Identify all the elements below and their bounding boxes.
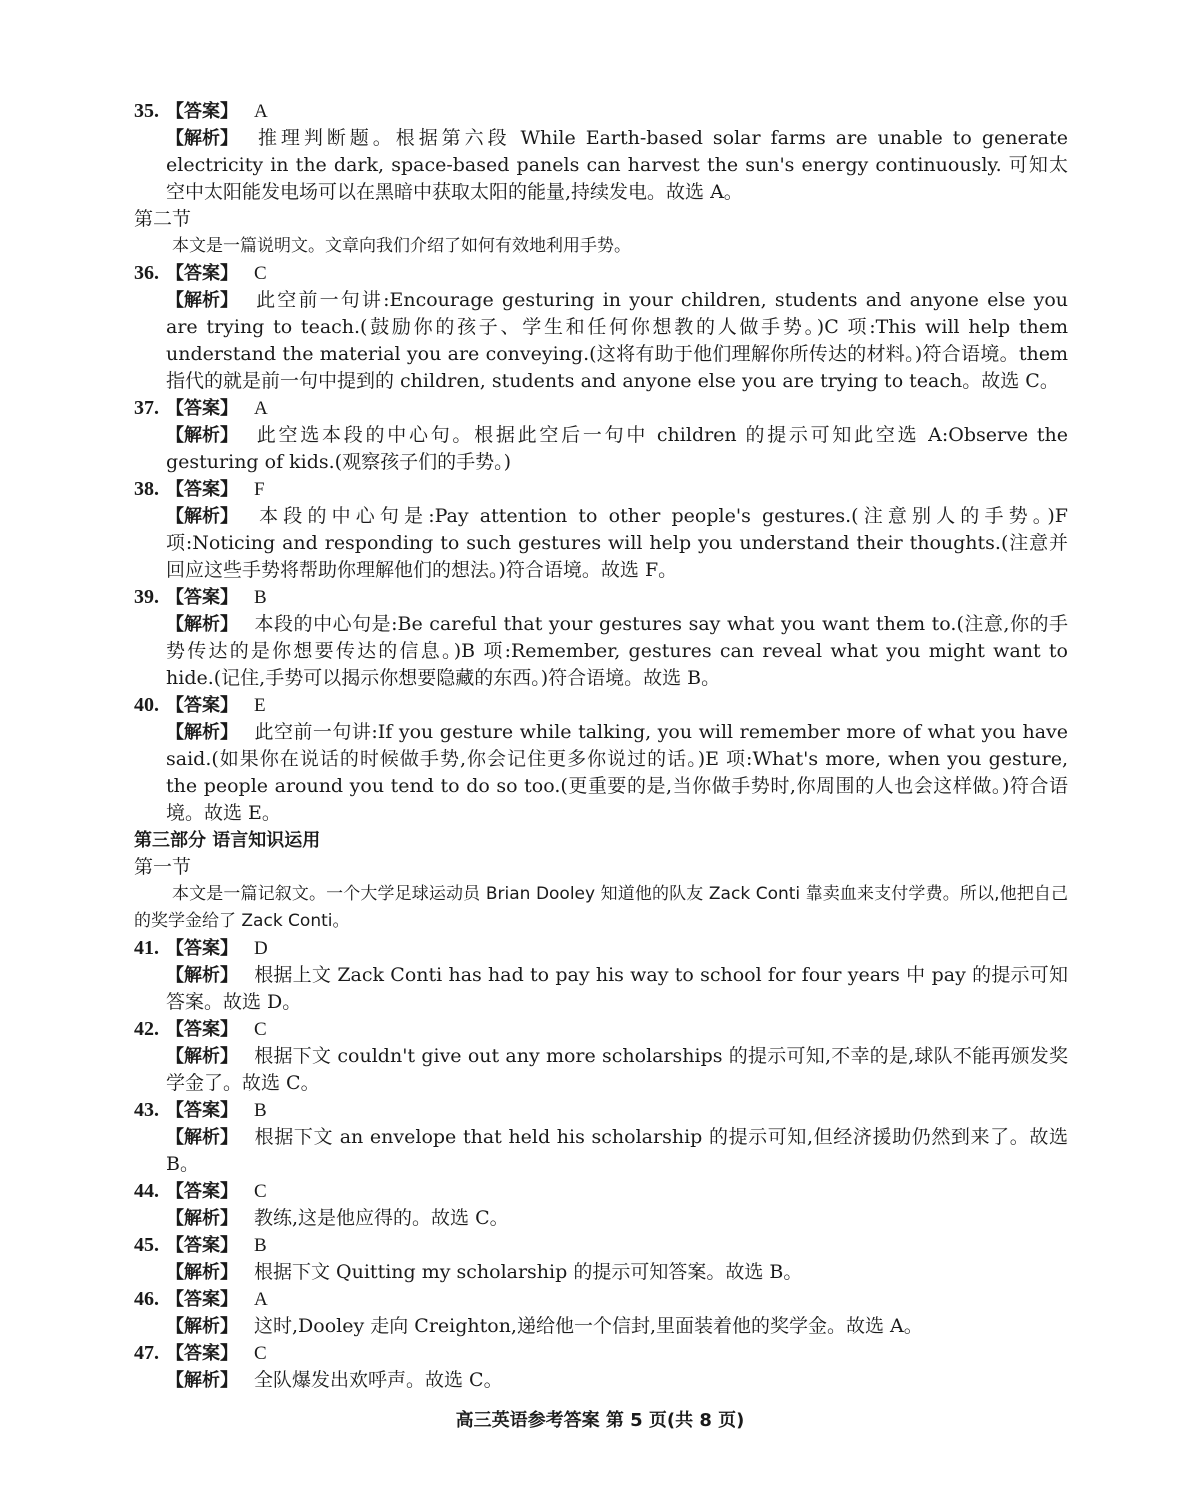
explanation-tag: 【解析】	[166, 965, 238, 986]
answer-item	[134, 1232, 1068, 1286]
answer-line	[134, 935, 1068, 962]
question-number: 47.	[134, 1342, 159, 1364]
answer-tag: 【答案】	[166, 479, 238, 500]
answer-page	[134, 98, 1068, 1394]
section-intro: 本文是一篇记叙文。一个大学足球运动员 Brian Dooley 知道他的队友 Zack Conti 靠卖血来支付学费。所以,他把自己的奖学金给了 Zack Conti。	[134, 884, 1068, 931]
answer-value: F	[254, 479, 265, 500]
section-heading: 第一节	[134, 856, 192, 878]
question-number: 44.	[134, 1180, 159, 1202]
explanation-tag: 【解析】	[166, 722, 238, 743]
explanation	[166, 1259, 1068, 1286]
explanation-tag: 【解析】	[166, 506, 238, 527]
explanation-text: 本段的中心句是:Be careful that your gestures say what you want them to.(注意,你的手势传达的是你想要传达的信息。)B 项:Remember, gestures can reveal what you might want to hide.(记住,手势可以揭示你想要隐藏的东西。)符合语境。故选 B。	[166, 613, 1068, 689]
explanation-tag: 【解析】	[166, 1208, 238, 1229]
explanation-text: 此空选本段的中心句。根据此空后一句中 children 的提示可知此空选 A:Observe the gesturing of kids.(观察孩子们的手势。)	[166, 424, 1068, 473]
explanation-tag: 【解析】	[166, 614, 238, 635]
question-number: 39.	[134, 586, 159, 608]
explanation	[166, 1124, 1068, 1178]
answer-line	[134, 260, 1068, 287]
explanation-text: 根据上文 Zack Conti has had to pay his way to school for four years 中 pay 的提示可知答案。故选 D。	[166, 964, 1068, 1013]
answer-line	[134, 584, 1068, 611]
answer-tag: 【答案】	[166, 398, 238, 419]
explanation-text: 此空前一句讲:If you gesture while talking, you will remember more of what you have said.(如果你在说话的时候做手势,你会记住更多你说过的话。)E 项:What's more, when you gesture, the people around you tend to do so too.(更重要的是,当你做手势时,你周围的人也会这样做。)符合语境。故选 E。	[166, 721, 1068, 824]
explanation-tag: 【解析】	[166, 425, 238, 446]
answer-line	[134, 1097, 1068, 1124]
explanation-text: 此空前一句讲:Encourage gesturing in your children, students and anyone else you are trying to teach.(鼓励你的孩子、学生和任何你想教的人做手势。)C 项:This will help them understand the material you are conveying.(这将有助于他们理解你所传达的材料。)符合语境。them 指代的就是前一句中提到的 children, students and anyone else you are trying to teach。故选 C。	[166, 289, 1068, 392]
explanation-tag: 【解析】	[166, 1370, 238, 1391]
answer-line	[134, 98, 1068, 125]
explanation-text: 根据下文 Quitting my scholarship 的提示可知答案。故选 B。	[254, 1261, 803, 1283]
explanation	[166, 1205, 1068, 1232]
explanation	[166, 287, 1068, 395]
section-heading: 第二节	[134, 208, 192, 230]
answer-tag: 【答案】	[166, 1235, 238, 1256]
explanation	[166, 611, 1068, 692]
answer-item	[134, 935, 1068, 1016]
explanation	[166, 719, 1068, 827]
question-number: 38.	[134, 478, 159, 500]
explanation-tag: 【解析】	[166, 1262, 238, 1283]
answer-tag: 【答案】	[166, 1343, 238, 1364]
answer-item	[134, 584, 1068, 692]
answer-item	[134, 1097, 1068, 1178]
answer-value: E	[254, 695, 266, 716]
answer-group-section2	[134, 260, 1068, 827]
answer-value: A	[254, 1289, 268, 1310]
question-number: 40.	[134, 694, 159, 716]
answer-item	[134, 260, 1068, 395]
question-number: 41.	[134, 937, 159, 959]
answer-value: C	[254, 1181, 267, 1202]
answer-line	[134, 1178, 1068, 1205]
explanation	[166, 125, 1068, 206]
question-number: 37.	[134, 397, 159, 419]
answer-item	[134, 1178, 1068, 1232]
answer-tag: 【答案】	[166, 1100, 238, 1121]
explanation-text: 推理判断题。根据第六段 While Earth-based solar farms are unable to generate electricity in the dark, space-based panels can harvest the sun's energy continuously. 可知太空中太阳能发电场可以在黑暗中获取太阳的能量,持续发电。故选 A。	[166, 127, 1068, 203]
page-footer: 高三英语参考答案 第 5 页(共 8 页)	[455, 1410, 745, 1431]
answer-value: A	[254, 398, 268, 419]
answer-group-cloze	[134, 935, 1068, 1394]
explanation	[166, 1367, 1068, 1394]
answer-tag: 【答案】	[166, 587, 238, 608]
answer-item	[134, 476, 1068, 584]
explanation	[166, 422, 1068, 476]
explanation-text: 全队爆发出欢呼声。故选 C。	[254, 1369, 503, 1391]
explanation	[166, 503, 1068, 584]
explanation-text: 本段的中心句是:Pay attention to other people's gestures.(注意别人的手势。)F 项:Noticing and responding to such gestures will help you understand their thoughts.(注意并回应这些手势将帮助你理解他们的想法。)符合语境。故选 F。	[166, 505, 1068, 581]
explanation-text: 教练,这是他应得的。故选 C。	[254, 1207, 509, 1229]
answer-line	[134, 1016, 1068, 1043]
part-heading: 第三部分 语言知识运用	[134, 830, 321, 851]
explanation-tag: 【解析】	[166, 1316, 238, 1337]
answer-value: C	[254, 1343, 267, 1364]
answer-group-reading	[134, 98, 1068, 206]
answer-item	[134, 1340, 1068, 1394]
explanation-tag: 【解析】	[166, 290, 238, 311]
answer-tag: 【答案】	[166, 938, 238, 959]
answer-tag: 【答案】	[166, 1289, 238, 1310]
question-number: 46.	[134, 1288, 159, 1310]
answer-value: C	[254, 263, 267, 284]
answer-line	[134, 395, 1068, 422]
answer-tag: 【答案】	[166, 695, 238, 716]
answer-value: A	[254, 101, 268, 122]
explanation	[166, 962, 1068, 1016]
answer-item	[134, 98, 1068, 206]
answer-item	[134, 1016, 1068, 1097]
explanation	[166, 1313, 1068, 1340]
explanation-text: 根据下文 couldn't give out any more scholarships 的提示可知,不幸的是,球队不能再颁发奖学金了。故选 C。	[166, 1045, 1068, 1094]
section-intro: 本文是一篇说明文。文章向我们介绍了如何有效地利用手势。	[172, 236, 631, 256]
answer-line	[134, 476, 1068, 503]
answer-value: B	[254, 1100, 267, 1121]
answer-item	[134, 395, 1068, 476]
answer-tag: 【答案】	[166, 263, 238, 284]
answer-line	[134, 1286, 1068, 1313]
answer-line	[134, 692, 1068, 719]
explanation-text: 这时,Dooley 走向 Creighton,递给他一个信封,里面装着他的奖学金。故选 A。	[254, 1315, 923, 1337]
question-number: 36.	[134, 262, 159, 284]
answer-tag: 【答案】	[166, 1181, 238, 1202]
explanation	[166, 1043, 1068, 1097]
answer-tag: 【答案】	[166, 1019, 238, 1040]
question-number: 43.	[134, 1099, 159, 1121]
question-number: 45.	[134, 1234, 159, 1256]
answer-value: B	[254, 587, 267, 608]
answer-tag: 【答案】	[166, 101, 238, 122]
question-number: 42.	[134, 1018, 159, 1040]
answer-value: D	[254, 938, 268, 959]
answer-value: B	[254, 1235, 267, 1256]
explanation-text: 根据下文 an envelope that held his scholarship 的提示可知,但经济援助仍然到来了。故选 B。	[166, 1126, 1068, 1175]
explanation-tag: 【解析】	[166, 128, 238, 149]
explanation-tag: 【解析】	[166, 1046, 238, 1067]
answer-line	[134, 1232, 1068, 1259]
answer-value: C	[254, 1019, 267, 1040]
question-number: 35.	[134, 100, 159, 122]
answer-item	[134, 692, 1068, 827]
answer-item	[134, 1286, 1068, 1340]
answer-line	[134, 1340, 1068, 1367]
explanation-tag: 【解析】	[166, 1127, 238, 1148]
